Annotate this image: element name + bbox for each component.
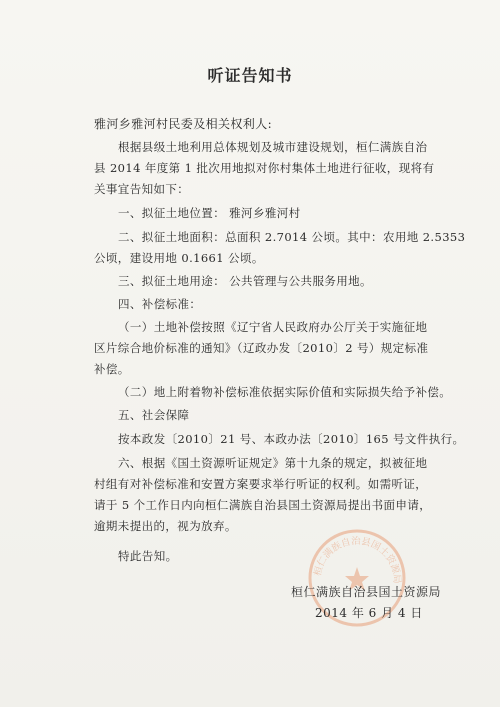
document-title: 听证告知书 [207, 66, 293, 85]
body-line: 根据县级土地利用总体规划及城市建设规划，桓仁满族自治 [118, 140, 428, 154]
addressee: 雅河乡雅河村民委及相关权利人: [94, 117, 273, 131]
section-hearing-right: 六、根据《国土资源听证规定》第十九条的规定，拟被征地 [118, 456, 428, 470]
seal-text: 桓仁满族自治县国土资源局 [312, 535, 403, 584]
body-line: 按本政发〔2010〕21 号、本政办法〔2010〕165 号文件执行。 [118, 432, 465, 446]
section-social-security: 五、社会保障 [118, 408, 190, 422]
section-usage: 三、拟征土地用途： 公共管理与公共服务用地。 [118, 274, 372, 288]
compensation-item-1: （一）土地补偿按照《辽宁省人民政府办公厅关于实施征地 [118, 320, 428, 334]
issue-date: 2014 年 6 月 4 日 [315, 606, 423, 620]
section-location: 一、拟征土地位置： 雅河乡雅河村 [118, 206, 301, 220]
compensation-item-2: （二）地上附着物补偿标准依据实际价值和实际损失给予补偿。 [118, 385, 452, 399]
body-line: 公顷，建设用地 0.1661 公顷。 [94, 251, 264, 265]
section-compensation: 四、补偿标准： [118, 297, 202, 311]
body-line: 区片综合地价标准的通知》（辽政办发〔2010〕2 号）规定标准 [94, 341, 429, 355]
closing-line: 特此告知。 [118, 549, 178, 563]
body-line: 请于 5 个工作日内向桓仁满族自治县国土资源局提出书面申请， [94, 498, 432, 512]
body-line: 村组有对补偿标准和安置方案要求举行听证的权利。如需听证， [94, 477, 428, 491]
body-line: 逾期未提出的，视为放弃。 [94, 519, 237, 533]
section-area: 二、拟征土地面积：总面积 2.7014 公顷。其中：农用地 2.5353 [118, 230, 466, 244]
body-line: 补偿。 [94, 362, 130, 376]
issuing-organization: 桓仁满族自治县国土资源局 [291, 585, 442, 599]
body-line: 关事宜告知如下： [94, 182, 190, 196]
body-line: 县 2014 年度第 1 批次用地拟对你村集体土地进行征收，现将有 [94, 161, 435, 175]
